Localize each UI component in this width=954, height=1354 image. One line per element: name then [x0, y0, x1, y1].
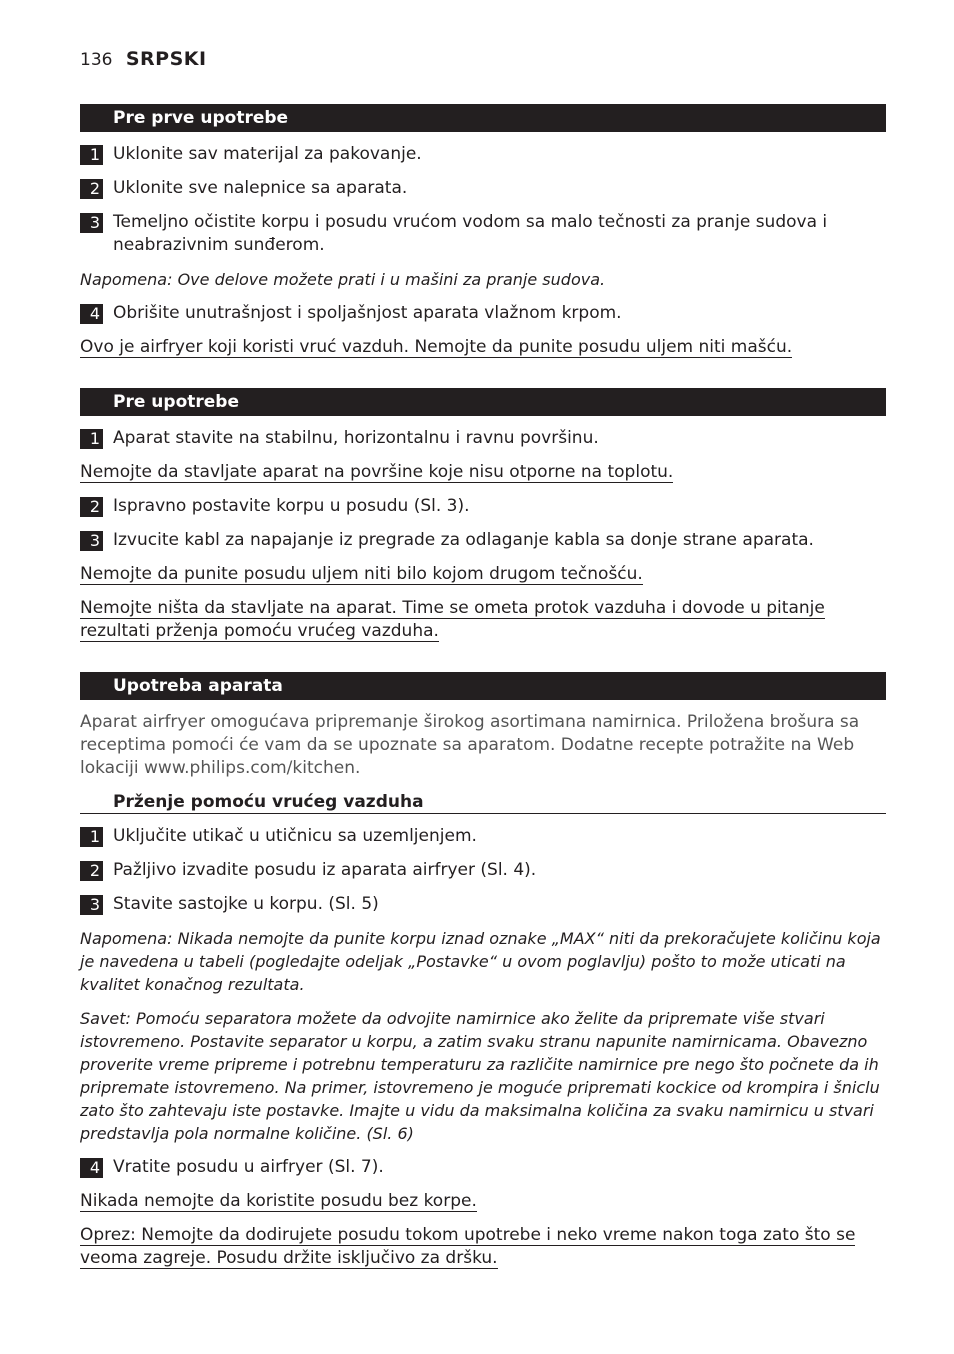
step-item	[80, 427, 886, 450]
warning-text	[80, 1190, 886, 1213]
step-text: Obrišite unutrašnjost i spoljašnjost aparata vlažnom krpom.	[113, 303, 622, 323]
warning-text-content: Nemojte ništa da stavljate na aparat. Time se ometa protok vazduha i dovode u pitanje rezultati prženja pomoću vrućeg vazduha.	[80, 598, 825, 641]
step-text: Aparat stavite na stabilnu, horizontalnu i ravnu površinu.	[113, 428, 599, 448]
step-text: Temeljno očistite korpu i posudu vrućom vodom sa malo tečnosti za pranje sudova i neabrazivnim sunđerom.	[113, 212, 828, 255]
warning-text-content: Ovo je airfryer koji koristi vruć vazduh. Nemojte da punite posudu uljem niti mašću.	[80, 337, 793, 357]
section-title-before-use: Pre upotrebe	[80, 388, 886, 416]
step-item	[80, 495, 886, 518]
warning-text	[80, 563, 886, 586]
step-number: 2	[80, 179, 103, 199]
subsection-title-hot-air-frying: Prženje pomoću vrućeg vazduha	[80, 791, 886, 814]
page-header	[80, 48, 207, 74]
warning-text-content: Nikada nemojte da koristite posudu bez korpe.	[80, 1191, 477, 1211]
warning-text	[80, 597, 886, 643]
step-text: Izvucite kabl za napajanje iz pregrade za odlaganje kabla sa donje strane aparata.	[113, 530, 814, 550]
step-text: Vratite posudu u airfryer (Sl. 7).	[113, 1157, 384, 1177]
tip-text: Savet: Pomoću separatora možete da odvojite namirnice ako želite da pripremate više stvari istovremeno. Postavite separator u korpu, a zatim svaku stranu napunite namirnicama. Obavezno proverite vreme pripreme i potrebnu temperaturu za različite namirnice pre nego što počnete da ih pripremate istovremeno. Na primer, istovremeno je moguće pripremati kockice od krompira i šniclu zato što zahtevaju iste postavke. Imajte u vidu da maksimalna količina za svaku namirnicu u stvari predstavlja pola normalne količine. (Sl. 6)	[80, 1009, 880, 1143]
step-number: 4	[80, 1158, 103, 1178]
step-item	[80, 177, 886, 200]
step-text: Ispravno postavite korpu u posudu (Sl. 3).	[113, 496, 470, 516]
step-item	[80, 859, 886, 882]
step-number: 1	[80, 145, 103, 165]
step-number: 2	[80, 861, 103, 881]
step-number: 1	[80, 429, 103, 449]
step-text: Stavite sastojke u korpu. (Sl. 5)	[113, 894, 379, 914]
step-item	[80, 1156, 886, 1179]
warning-text	[80, 336, 886, 359]
note-text: Napomena: Nikada nemojte da punite korpu iznad oznake „MAX“ niti da prekoračujete količinu koja je navedena u tabeli (pogledajte odeljak „Postavke“ u ovom poglavlju) pošto to može uticati na kvalitet konačnog rezultata.	[80, 929, 881, 994]
step-number: 3	[80, 213, 103, 233]
step-number: 3	[80, 895, 103, 915]
step-item	[80, 893, 886, 916]
section-title-using-appliance: Upotreba aparata	[80, 672, 886, 700]
warning-text	[80, 461, 886, 484]
step-item	[80, 211, 886, 257]
page-number: 136	[80, 50, 113, 70]
page-content	[80, 104, 886, 1281]
note-text: Napomena: Ove delove možete prati i u mašini za pranje sudova.	[80, 270, 606, 289]
caution-text	[80, 1224, 886, 1270]
step-item	[80, 825, 886, 848]
step-number: 3	[80, 531, 103, 551]
step-number: 1	[80, 827, 103, 847]
warning-text-content: Nemojte da punite posudu uljem niti bilo kojom drugom tečnošću.	[80, 564, 643, 584]
step-text: Uklonite sve nalepnice sa aparata.	[113, 178, 408, 198]
step-item	[80, 302, 886, 325]
step-number: 2	[80, 497, 103, 517]
step-number: 4	[80, 304, 103, 324]
warning-text-content: Nemojte da stavljate aparat na površine koje nisu otporne na toplotu.	[80, 462, 674, 482]
step-text: Pažljivo izvadite posudu iz aparata airfryer (Sl. 4).	[113, 860, 537, 880]
warning-text-content: Oprez: Nemojte da dodirujete posudu tokom upotrebe i neko vreme nakon toga zato što se veoma zagreje. Posudu držite isključivo za dršku.	[80, 1225, 856, 1268]
language-label: SRPSKI	[125, 48, 207, 70]
step-item	[80, 529, 886, 552]
step-item	[80, 143, 886, 166]
section-title-first-use: Pre prve upotrebe	[80, 104, 886, 132]
step-text: Uklonite sav materijal za pakovanje.	[113, 144, 422, 164]
step-text: Uključite utikač u utičnicu sa uzemljenjem.	[113, 826, 477, 846]
intro-paragraph: Aparat airfryer omogućava pripremanje širokog asortimana namirnica. Priložena brošura sa receptima pomoći će vam da se upoznate sa aparatom. Dodatne recepte potražite na Web lokaciji www.philips.com/kitchen.	[80, 712, 860, 778]
